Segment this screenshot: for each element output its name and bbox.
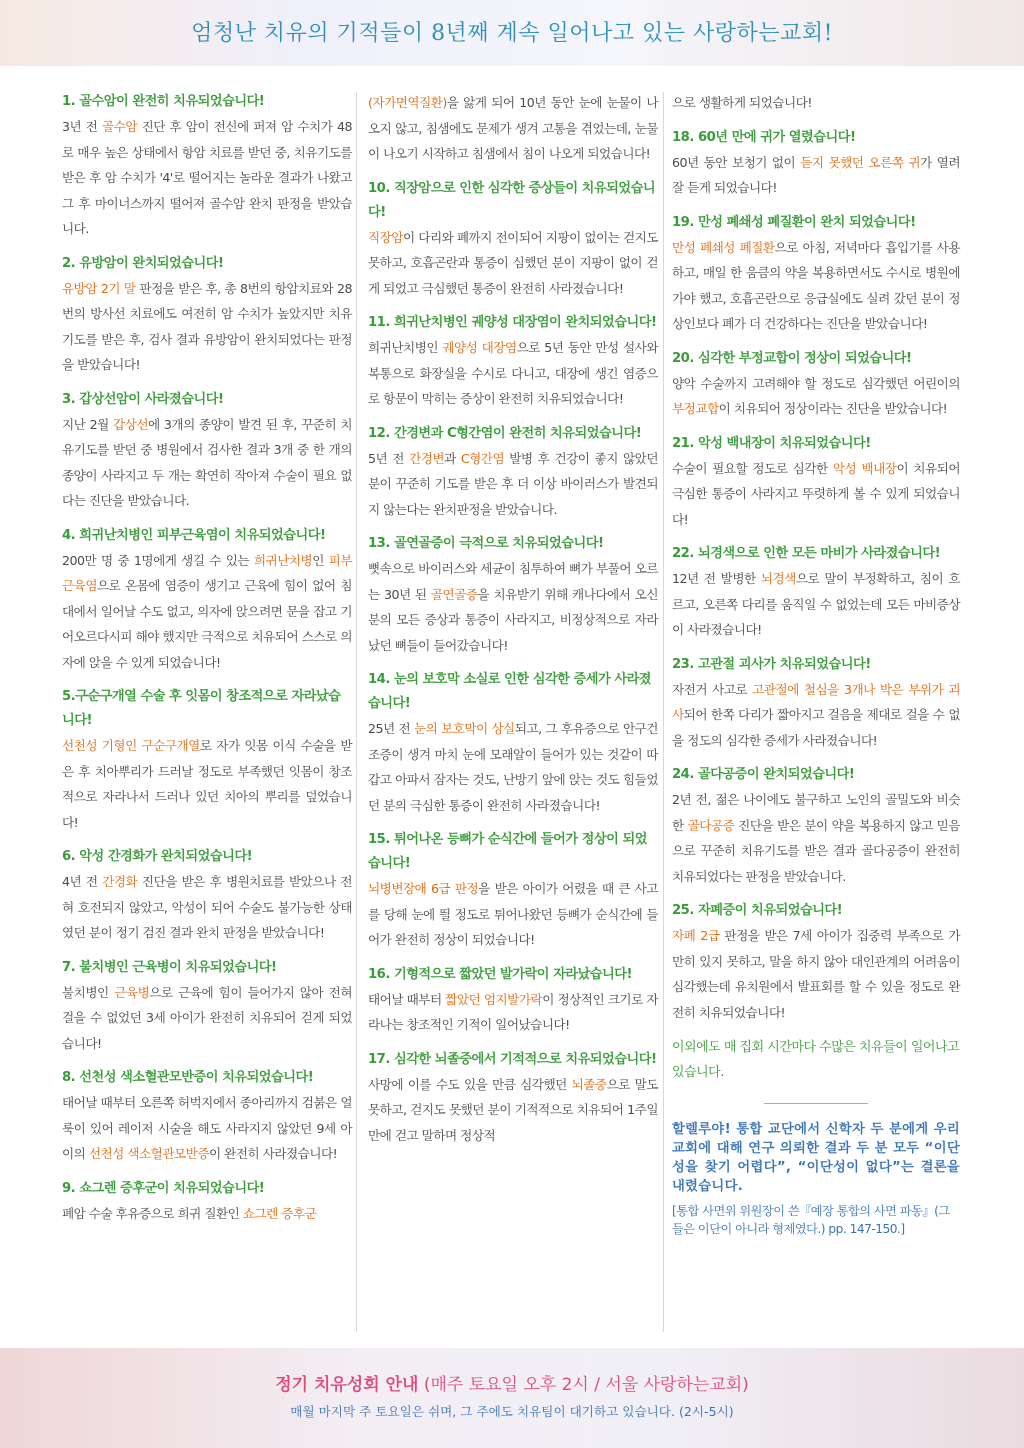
- highlighted-condition: 근육병: [114, 984, 150, 1000]
- highlighted-condition: 유방암 2기 말: [62, 280, 136, 296]
- body-text: 판정을 받은 후, 총 8번의 항암치료와 28번의 방사선 치료에도 여전히 암 수치가 높았지만 치유기도를 받은 후, 검사 결과 유방암이 완치되었다는 판정을 받았습니다!: [62, 280, 352, 372]
- testimony-body: [368, 90, 658, 167]
- testimony-item: [368, 668, 658, 818]
- footer-title-schedule: (매주 토요일 오후 2시 / 서울 사랑하는교회): [423, 1375, 749, 1395]
- body-text: 5년 전: [368, 450, 410, 466]
- closing-block: [672, 1035, 960, 1238]
- body-text: 200만 명 중 1명에게 생길 수 있는: [62, 552, 254, 568]
- testimony-item: [368, 177, 658, 302]
- header-banner: [0, 0, 1024, 66]
- testimony-title: 4. 희귀난치병인 피부근육염이 치유되었습니다!: [62, 527, 326, 543]
- body-text: 사망에 이를 수도 있을 만큼 심각했던: [368, 1076, 572, 1092]
- body-text: 진단 후 암이 전신에 퍼져 암 수치가 48로 매우 높은 상태에서 항암 치료를 받던 중, 치유기도를 받은 후 암 수치가 '4'로 떨어지는 놀라운 결과가 나왔고 그 후 마이너스까지 떨어져 골수암 완치 판정을 받았습니다.: [62, 119, 352, 236]
- testimony-item: [672, 899, 960, 1025]
- body-text: 3년 전: [62, 119, 103, 134]
- body-text: 진단을 받은 후 병원치료를 받았으나 전혀 호전되지 않았고, 악성이 되어 수술도 불가능한 상태였던 분이 정기 검진 결과 완치 판정을 받았습니다!: [62, 874, 352, 940]
- highlighted-condition: 뇌병변장애 6급 판정: [368, 881, 479, 896]
- highlighted-condition: 자폐 2급: [672, 928, 720, 943]
- testimony-body: [368, 876, 658, 953]
- testimony-title: 3. 갑상선암이 사라졌습니다!: [62, 391, 224, 407]
- testimony-body: [62, 980, 352, 1057]
- body-text: 25년 전: [368, 721, 414, 736]
- testimony-item: [62, 685, 352, 835]
- testimony-item: [368, 1048, 658, 1149]
- testimonies-section: [0, 66, 1024, 1348]
- testimony-title: 17. 심각한 뇌졸중에서 기적적으로 치유되었습니다!: [368, 1051, 657, 1067]
- testimony-item: [62, 90, 352, 242]
- testimony-body: [62, 1201, 352, 1227]
- testimony-body: [368, 446, 658, 523]
- body-text: 가 열려 잘 듣게 되었습니다!: [672, 154, 960, 195]
- footer-title-main: 정기 치유성회 안내: [275, 1375, 419, 1395]
- column-2: [368, 90, 658, 1158]
- testimony-title: 1. 골수암이 완전히 치유되었습니다!: [62, 94, 265, 109]
- highlighted-condition: 간경변: [409, 450, 445, 466]
- testimony-body: [62, 1090, 352, 1167]
- body-text: 으로 아침, 저녁마다 흡입기를 사용하고, 매일 한 움큼의 약을 복용하면서도 수시로 병원에 가야 했고, 호흡곤란으로 응급실에도 실려 갔던 분이 정상인보다 폐가 더 건강하다는 진단을 받았습니다!: [672, 239, 960, 331]
- testimony-body: [62, 869, 352, 946]
- body-text: 을 치유받기 위해 캐나다에서 오신 분의 모든 증상과 통증이 사라지고, 비정상적으로 자라났던 뼈들이 들어갔습니다!: [368, 586, 658, 653]
- body-text: 으로 말도 못하고, 걷지도 못했던 분이 기적적으로 치유되어 1주일 만에 걷고 말하며 정상적: [368, 1076, 658, 1143]
- testimony-title: 20. 심각한 부정교합이 정상이 되었습니다!: [672, 350, 912, 366]
- testimony-title: 21. 악성 백내장이 치유되었습니다!: [672, 435, 871, 451]
- body-text: 로 자가 잇몸 이식 수술을 받은 후 치아뿌리가 드러날 정도로 부족했던 잇몸이 창조적으로 자라나서 드러나 있던 치아의 뿌리를 덮었습니다!: [62, 738, 353, 830]
- testimony-item: [672, 90, 960, 116]
- testimony-title: 13. 골연골증이 극적으로 치유되었습니다!: [368, 536, 604, 551]
- body-text: 을 받은 아이가 어렸을 때 큰 사고를 당해 눈에 띌 정도로 튀어나왔던 등뼈가 순식간에 들어가 완전히 정상이 되었습니다!: [368, 881, 659, 947]
- testimony-title: 12. 간경변과 C형간염이 완전히 치유되었습니다!: [368, 425, 642, 441]
- column-1: [62, 90, 352, 1236]
- testimony-item: [672, 542, 960, 643]
- testimony-body: [672, 235, 960, 337]
- highlighted-condition: 궤양성 대장염: [442, 340, 517, 355]
- body-text: 2년 전, 젊은 나이에도 불구하고 노인의 골밀도와 비슷한: [672, 792, 960, 833]
- body-text: 과: [444, 450, 461, 466]
- body-text: 폐암 수술 후유증으로 희귀 질환인: [62, 1205, 243, 1221]
- highlighted-condition: 간경화: [102, 874, 138, 889]
- testimony-item: [62, 956, 352, 1057]
- highlighted-condition: C형간염: [460, 450, 505, 466]
- testimony-title: 15. 튀어나온 등뼈가 순식간에 들어가 정상이 되었습니다!: [368, 832, 647, 871]
- body-text: 발병 후 건강이 좋지 않았던 분이 꾸준히 기도를 받은 후 더 이상 바이러스가 발견되지 않는다는 완치판정을 받았습니다.: [368, 450, 658, 517]
- testimony-body: [62, 412, 352, 514]
- body-text: 으로 온몸에 염증이 생기고 근육에 힘이 없어 침대에서 일어날 수도 없고, 의자에 앉으려면 문을 잡고 기어오르다시피 해야 했지만 극적으로 치유되어 스스로 의자에 앉을 수 있게 되었습니다!: [62, 578, 352, 670]
- testimony-item: [368, 90, 658, 167]
- testimony-body: [368, 987, 658, 1038]
- page-title: 엄청난 치유의 기적들이 8년째 계속 일어나고 있는 사랑하는교회!: [191, 21, 833, 46]
- hallelujah-statement: 할렐루야! 통합 교단에서 신학자 두 분에게 우리 교회에 대해 연구 의뢰한 결과 두 분 모두 “이단성을 찾기 어렵다”, “이단성이 없다”는 결론을 내렸습니다.: [672, 1122, 960, 1194]
- highlighted-condition: 선천성 색소혈관모반증: [88, 1146, 210, 1161]
- testimony-body: [368, 556, 658, 658]
- body-text: 이 완전히 사라졌습니다!: [209, 1146, 338, 1161]
- testimony-title: 5.구순구개열 수술 후 잇몸이 창조적으로 자라났습니다!: [62, 689, 341, 728]
- testimony-title: 14. 눈의 보호막 소실로 인한 심각한 증세가 사라졌습니다!: [368, 672, 652, 711]
- body-text: 인: [312, 552, 329, 568]
- testimony-title: 10. 직장암으로 인한 심각한 증상들이 치유되었습니다!: [368, 180, 656, 220]
- testimony-title: 11. 희귀난치병인 궤양성 대장염이 완치되었습니다!: [368, 315, 657, 330]
- body-text: 되어 한쪽 다리가 짧아지고 걸음을 제대로 걸을 수 없을 정도의 심각한 증세가 사라졌습니다!: [672, 707, 960, 748]
- testimony-title: 23. 고관절 괴사가 치유되었습니다!: [672, 656, 871, 672]
- testimony-item: [672, 211, 960, 337]
- body-text: 4년 전: [62, 874, 103, 889]
- highlighted-condition: 듣지 못했던 오른쪽 귀: [800, 154, 921, 170]
- testimony-item: [368, 828, 658, 953]
- highlighted-condition: 골수암: [102, 119, 138, 134]
- highlighted-condition: (자가면역질환): [368, 95, 447, 110]
- body-text: 되고, 그 후유증으로 안구건조증이 생겨 마치 눈에 모래알이 들어가 있는 것같이 따갑고 아파서 잠자는 것도, 난방기 앞에 앉는 것도 힘들었던 분의 극심한 통증이 완전히 사라졌습니다!: [368, 721, 658, 813]
- testimony-body: [672, 456, 960, 533]
- body-text: 으로 근육에 힘이 들어가지 않아 전혀 걸을 수 없었던 3세 아이가 완전히 치유되어 걷게 되었습니다!: [62, 984, 353, 1051]
- testimony-title: 6. 악성 간경화가 완치되었습니다!: [62, 849, 253, 864]
- highlighted-condition: 쇼그렌 증후군: [242, 1205, 317, 1221]
- testimony-body: [368, 716, 658, 818]
- body-text: 자전거 사고로: [672, 681, 753, 697]
- testimony-body: [62, 548, 352, 676]
- body-text: 으로 생활하게 되었습니다!: [672, 95, 812, 110]
- testimony-title: 8. 선천성 색소혈관모반증이 치유되었습니다!: [62, 1070, 314, 1085]
- body-text: 판정을 받은 7세 아이가 집중력 부족으로 가만히 있지 못하고, 말을 하지 않아 대인관계의 어려움이 심각했는데 유치원에서 발표회를 할 수 있을 정도로 완전히 치유되었습니다!: [672, 928, 960, 1020]
- testimony-title: 7. 불치병인 근육병이 치유되었습니다!: [62, 959, 277, 975]
- testimony-item: [62, 1066, 352, 1167]
- footer-subtitle: 매월 마지막 주 토요일은 쉬며, 그 주에도 치유팀이 대기하고 있습니다. (2시-5시): [290, 1404, 734, 1419]
- testimony-item: [62, 845, 352, 946]
- testimony-item: [368, 963, 658, 1038]
- testimony-body: [672, 787, 960, 889]
- testimony-item: [672, 126, 960, 201]
- column-3: [672, 90, 960, 1238]
- testimony-title: 18. 60년 만에 귀가 열렸습니다!: [672, 129, 856, 145]
- testimony-item: [368, 422, 658, 523]
- testimony-body: [62, 276, 352, 378]
- highlighted-condition: 선천성 기형인 구순구개열: [62, 738, 200, 753]
- testimony-title: 2. 유방암이 완치되었습니다!: [62, 255, 224, 271]
- body-text: 수술이 필요할 정도로 심각한: [672, 460, 833, 476]
- body-text: 양악 수술까지 고려해야 할 정도로 심각했던 어린이의: [672, 375, 960, 391]
- testimony-item: [368, 311, 658, 412]
- testimony-item: [62, 1177, 352, 1227]
- body-text: 진단을 받은 분이 약을 복용하지 않고 믿음으로 꾸준히 치유기도를 받은 결과 골다공증이 완전히 치유되었다는 판정을 받았습니다.: [672, 817, 961, 884]
- testimony-body: [672, 90, 960, 116]
- testimony-item: [62, 524, 352, 676]
- testimony-item: [62, 388, 352, 514]
- highlighted-condition: 직장암: [368, 229, 403, 245]
- body-text: 을 앓게 되어 10년 동안 눈에 눈물이 나오지 않고, 침샘에도 문제가 생겨 고통을 겪었는데, 눈물이 나오기 시작하고 침샘에서 침이 나오게 되었습니다!: [368, 95, 658, 161]
- testimony-item: [672, 347, 960, 422]
- testimony-title: 9. 쇼그렌 증후군이 치유되었습니다!: [62, 1180, 265, 1196]
- highlighted-condition: 고관절에 철심을 3개나 박은 부위가 괴사: [672, 681, 960, 722]
- body-text: 태어날 때부터 오른쪽 허벅지에서 종아리까지 검붉은 얼룩이 있어 레이저 시술을 해도 사라지지 않았던 9세 아이의: [62, 1095, 352, 1161]
- body-text: 이 치유되어 정상이라는 진단을 받았습니다!: [718, 401, 948, 416]
- highlighted-condition: 뇌경색: [760, 571, 796, 586]
- testimony-title: 16. 기형적으로 짧았던 발가락이 자라났습니다!: [368, 966, 633, 982]
- testimony-body: [672, 923, 960, 1025]
- column-divider: [663, 92, 664, 1332]
- highlighted-condition: 부정교합: [672, 401, 719, 416]
- testimony-title: 22. 뇌경색으로 인한 모든 마비가 사라졌습니다!: [672, 546, 941, 561]
- testimony-body: [62, 733, 352, 835]
- highlighted-condition: 피부근육염: [62, 552, 352, 593]
- extra-note: 이외에도 매 집회 시간마다 수많은 치유들이 일어나고 있습니다.: [672, 1040, 960, 1080]
- testimony-body: [368, 225, 658, 302]
- testimony-body: [672, 150, 960, 201]
- highlighted-condition: 희귀난치병: [253, 552, 313, 568]
- testimony-title: 24. 골다공증이 완치되었습니다!: [672, 767, 855, 782]
- separator-line: [764, 1103, 868, 1104]
- highlighted-condition: 골다공증: [687, 817, 735, 833]
- highlighted-condition: 뇌졸중: [571, 1076, 607, 1092]
- testimony-body: [368, 335, 658, 412]
- testimony-item: [62, 252, 352, 378]
- highlighted-condition: 골연골증: [430, 586, 478, 602]
- body-text: 뼛속으로 바이러스와 세균이 침투하여 뼈가 부풀어 오르는 30년 된: [368, 561, 658, 602]
- testimony-body: [368, 1072, 658, 1149]
- testimony-body: [672, 371, 960, 422]
- body-text: 태어날 때부터: [368, 991, 446, 1007]
- body-text: 으로 말이 부정확하고, 침이 흐르고, 오른쪽 다리를 움직일 수 없었는데 모든 마비증상이 사라졌습니다!: [672, 571, 960, 637]
- highlighted-condition: 악성 백내장: [832, 460, 897, 476]
- highlighted-condition: 만성 폐쇄성 폐질환: [672, 239, 775, 255]
- testimony-item: [672, 763, 960, 889]
- testimony-item: [368, 532, 658, 658]
- footer-banner: [0, 1348, 1024, 1448]
- body-text: 불치병인: [62, 984, 115, 1000]
- testimony-item: [672, 432, 960, 533]
- footer-title: [0, 1370, 1024, 1395]
- testimony-title: 19. 만성 폐쇄성 폐질환이 완치 되었습니다!: [672, 214, 916, 230]
- testimony-body: [62, 114, 352, 242]
- body-text: 60년 동안 보청기 없이: [672, 154, 801, 170]
- body-text: 이 치유되어 극심한 통증이 사라지고 뚜렷하게 볼 수 있게 되었습니다!: [672, 460, 960, 527]
- body-text: 에 3개의 종양이 발견 된 후, 꾸준히 치유기도를 받던 중 병원에서 검사한 결과 3개 중 한 개의 종양이 사라지고 두 개는 확연히 작아져 수술이 필요 없다는 진단을 받았습니다.: [62, 416, 353, 508]
- body-text: 이 정상적인 크기로 자라나는 창조적인 기적이 일어났습니다!: [368, 991, 659, 1032]
- highlighted-condition: 짧았던 엄지발가락: [445, 991, 543, 1007]
- body-text: 12년 전 발병한: [672, 571, 761, 586]
- highlighted-condition: 갑상선: [113, 416, 148, 432]
- column-divider: [356, 92, 357, 1332]
- body-text: 으로 5년 동안 만성 설사와 복통으로 화장실을 수시로 다니고, 대장에 생긴 염증으로 항문이 막히는 증상이 완전히 치유되었습니다!: [368, 340, 659, 406]
- testimony-body: [672, 677, 960, 754]
- testimony-body: [672, 566, 960, 643]
- citation: [통합 사면위 위원장이 쓴『예장 통합의 사면 파동』(그들은 이단이 아니라 형제였다.) pp. 147-150.]: [672, 1204, 950, 1236]
- testimony-item: [672, 653, 960, 754]
- highlighted-condition: 눈의 보호막이 상실: [413, 721, 515, 736]
- body-text: 희귀난치병인: [368, 340, 443, 355]
- testimony-title: 25. 자폐증이 치유되었습니다!: [672, 903, 843, 918]
- body-text: 지난 2월: [62, 416, 113, 432]
- body-text: 이 다리와 폐까지 전이되어 지팡이 없이는 걷지도 못하고, 호흡곤란과 통증이 심했던 분이 지팡이 없이 걷게 되었고 극심했던 통증이 완전히 사라졌습니다!: [368, 229, 658, 296]
